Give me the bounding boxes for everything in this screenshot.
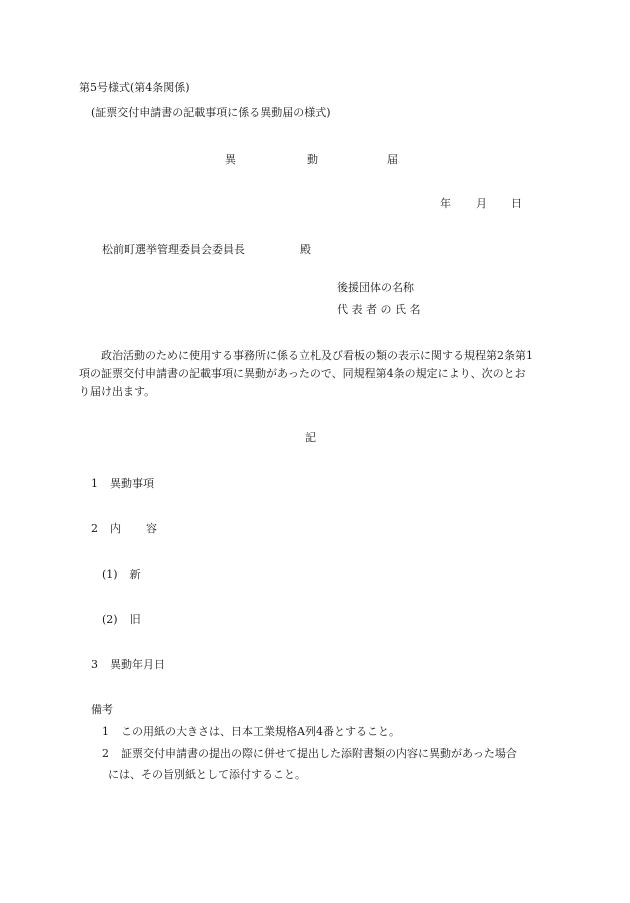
title-char-1: 異 [225, 153, 236, 166]
title-char-3: 届 [387, 153, 398, 166]
item-1 [91, 477, 154, 491]
date-year: 年 [440, 197, 451, 210]
note-1-text: この用紙の大きさは、日本工業規格A列4番とすること。 [121, 725, 400, 738]
title-char-2: 動 [307, 153, 318, 166]
notes-heading: 備考 [91, 703, 113, 716]
date-day: 日 [511, 197, 522, 210]
item-2-label-a: 内 [110, 522, 121, 535]
sub-item-1-label: 新 [129, 568, 141, 581]
sender-rep-label: 代 表 者 の 氏 名 [337, 303, 421, 316]
item-2-label-b: 容 [146, 522, 157, 535]
note-1-number: 1 [102, 725, 109, 738]
note-2-text-line-2: には、その旨別紙として添付すること。 [108, 768, 306, 781]
sub-item-2 [102, 613, 141, 627]
recipient-name: 松前町選挙管理委員会委員長 [102, 243, 245, 256]
item-1-number: 1 [91, 477, 98, 490]
item-2 [91, 522, 157, 536]
recipient-honorific: 殿 [300, 243, 311, 256]
sub-item-2-label: 旧 [129, 613, 141, 626]
form-number: 第5号様式(第4条関係) [79, 81, 190, 94]
sender-org-label: 後援団体の名称 [337, 281, 414, 294]
form-subtitle: (証票交付申請書の記載事項に係る異動届の様式) [91, 106, 331, 119]
sub-item-2-number: (2) [102, 613, 118, 626]
body-paragraph: 政治活動のために使用する事務所に係る立札及び看板の類の表示に関する規程第2条第1項の証票交付申請書の記載事項に異動があったので、同規程第4条の規定により、次のとおり届け出ます。 [79, 349, 533, 398]
item-2-number: 2 [91, 522, 98, 535]
item-3-label: 異動年月日 [110, 658, 165, 671]
sub-item-1 [102, 568, 141, 582]
note-1 [102, 725, 400, 739]
note-2-text-line-1: 証票交付申請書の提出の際に併せて提出した添附書類の内容に異動があった場合 [121, 747, 517, 760]
date-month: 月 [476, 197, 487, 210]
item-3 [91, 658, 165, 672]
item-1-label: 異動事項 [110, 477, 154, 490]
sub-item-1-number: (1) [102, 568, 118, 581]
item-3-number: 3 [91, 658, 98, 671]
note-2-number: 2 [102, 747, 109, 760]
ki-heading: 記 [305, 431, 316, 444]
note-2-line-1 [102, 747, 517, 761]
